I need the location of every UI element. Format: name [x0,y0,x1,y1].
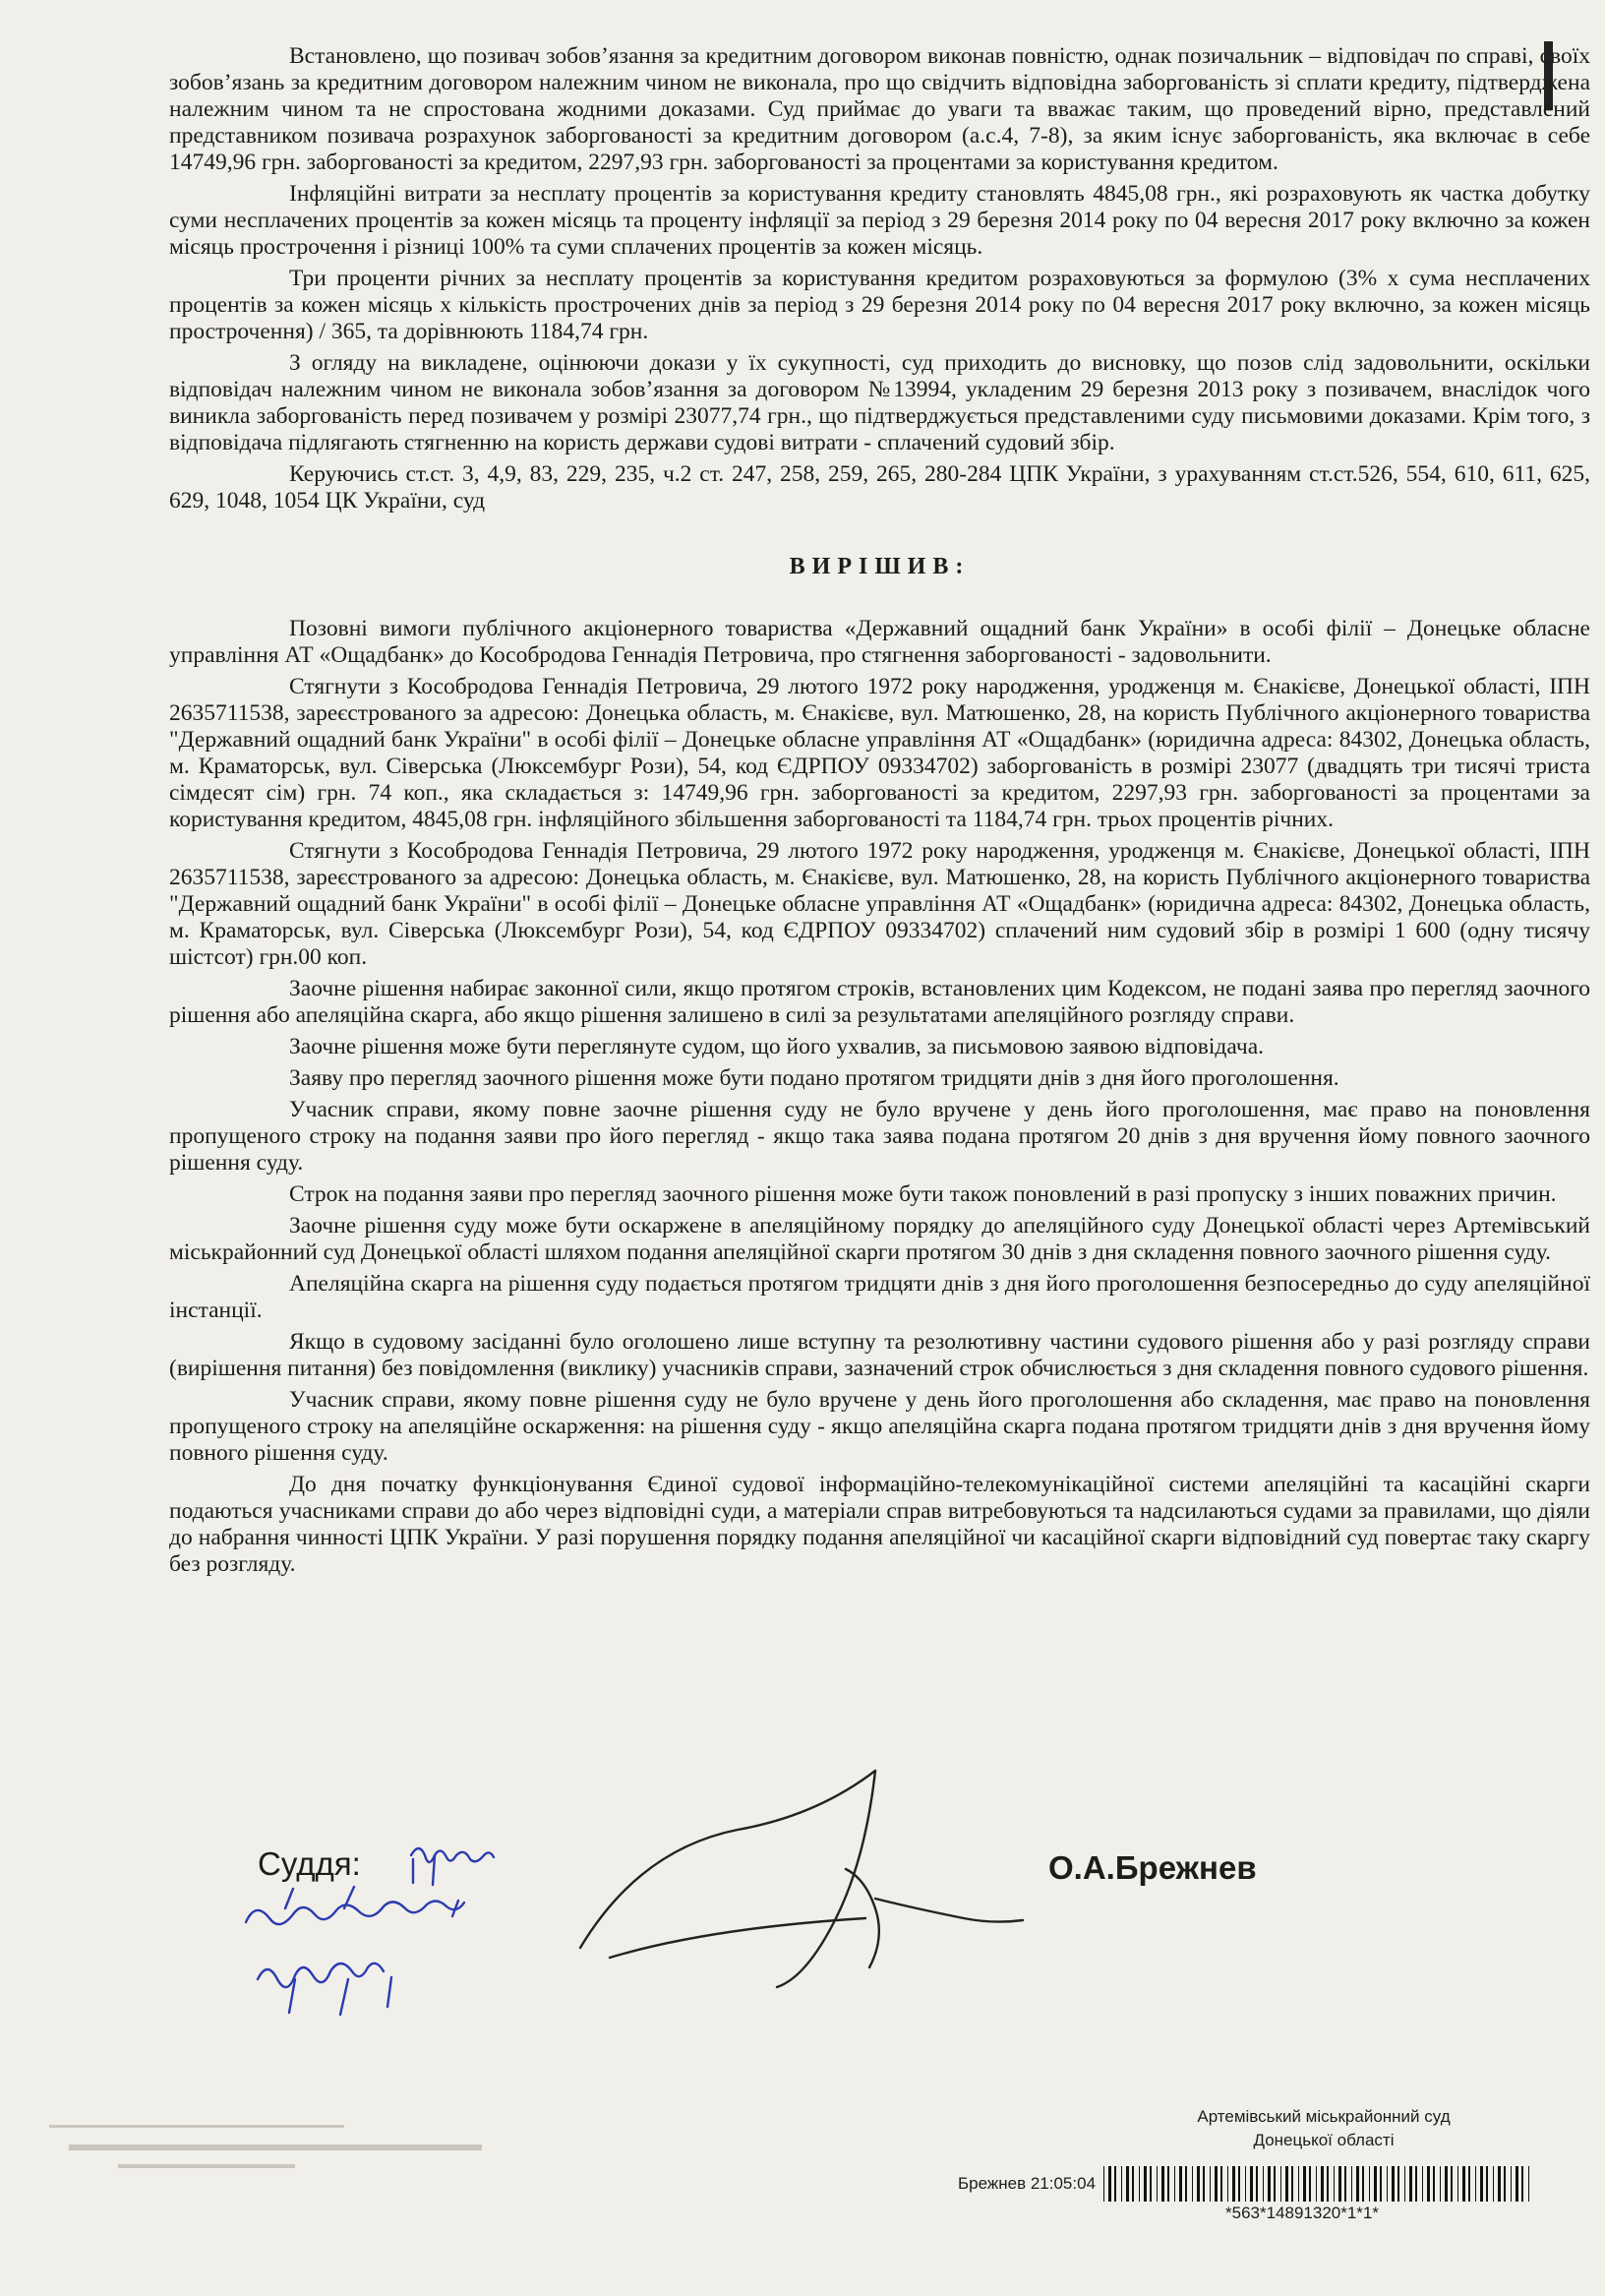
barcode-bar [1445,2166,1448,2202]
barcode-bar [1409,2166,1412,2202]
barcode-bar [1404,2166,1405,2202]
barcode-bar [1338,2166,1341,2202]
barcode-bar [1451,2166,1453,2202]
barcode-bar [1161,2166,1164,2202]
barcode-bar [1108,2166,1111,2202]
barcode-bar [1397,2166,1399,2202]
barcode-bar [1369,2166,1370,2202]
paragraph: Встановлено, що позивач зобов’язання за кредитним договором виконав повністю, однак позичальник – відповідач по справі, своїх зобов’язань за кредитним договором належним чином не виконала, про що свідчить відповідна заборгованість зі сплати кредиту, підтверджена належним чином та не спростована жодними доказами. Суд приймає до уваги та вважає таким, що проведений вірно, представлений представником позивача розрахунок заборгованості за кредитним договором (а.с.4, 7-8), за яким існує заборгованість, яка включає в себе 14749,96 грн. заборгованості за кредитом, 2297,93 грн. заборгованості за процентами за користування кредитом. [169,43,1590,175]
decision-paragraph: Заочне рішення суду може бути оскаржене в апеляційному порядку до апеляційного суду Донецької області через Артемівський міськрайонний суд Донецької області шляхом подання апеляційної скарги протягом 30 днів з дня складення повного заочного рішення суду. [169,1213,1590,1265]
barcode-bar [1274,2166,1276,2202]
paragraph: Керуючись ст.ст. 3, 4,9, 83, 229, 235, ч.2 ст. 247, 258, 259, 265, 280-284 ЦПК України, з урахуванням ст.ст.526, 554, 610, 611, 625, 629, 1048, 1054 ЦК України, суд [169,461,1590,514]
barcode-bar [1422,2166,1423,2202]
decision-paragraph: Стягнути з Кособродова Геннадія Петровича, 29 лютого 1972 року народження, уродженця м. Єнакієве, Донецької області, ІПН 2635711538, зареєстрованого за адресою: Донецька область, м. Єнакієве, вул. Матюшенко, 28, на користь Публічного акціонерного товариства "Державний ощадний банк України" в особі філії – Донецьке обласне управління АТ «Ощадбанк» (юридична адреса: 84302, Донецька область, м. Краматорськ, вул. Сіверська (Люксембург Рози), 54, код ЄДРПОУ 09334702) сплачений ним судовий збір в розмірі 1 600 (одну тисячу шістсот) грн.00 коп. [169,838,1590,970]
barcode-row [958,2166,1536,2202]
barcode-image [1103,2166,1536,2202]
judge-name: О.А.Брежнев [1048,1849,1257,1886]
barcode-bar [1380,2166,1382,2202]
barcode-bar [1220,2166,1222,2202]
barcode-code: *563*14891320*1*1* [1225,2204,1379,2222]
barcode-bar [1298,2166,1299,2202]
barcode-bar [1415,2166,1417,2202]
barcode-bar [1462,2166,1465,2202]
decision-paragraph: Строк на подання заяви про перегляд заочного рішення може бути також поновлений в разі пропуску з інших поважних причин. [289,1181,1557,1207]
barcode-bar [1498,2166,1501,2202]
barcode-bar [1203,2166,1205,2202]
barcode-bar [1468,2166,1470,2202]
barcode-bar [1238,2166,1240,2202]
barcode-bar [1227,2166,1228,2202]
paragraph: Інфляційні витрати за несплату процентів за користування кредиту становлять 4845,08 грн., які розраховують як частка добутку суми несплачених процентів за кожен місяць та проценту інфляції за період з 29 березня 2014 року по 04 вересня 2017 року включно за кожен місяць прострочення і різниці 100% та суми сплачених процентів за кожен місяць. [169,181,1590,260]
barcode-bar [1132,2166,1134,2202]
barcode-bar [1291,2166,1293,2202]
barcode-bar [1139,2166,1140,2202]
decision-paragraph: Учасник справи, якому повне рішення суду не було вручене у день його проголошення або складення, має право на поновлення пропущеного строку на апеляційне оскарження: на рішення суду - якщо апеляційна скарга подана протягом тридцяти днів з дня вручення йому повного рішення суду. [169,1387,1590,1466]
decision-paragraph: Стягнути з Кособродова Геннадія Петровича, 29 лютого 1972 року народження, уродженця м. Єнакієве, Донецької області, ІПН 2635711538, зареєстрованого за адресою: Донецька область, м. Єнакієве, вул. Матюшенко, 28, на користь Публічного акціонерного товариства "Державний ощадний банк України" в особі філії – Донецьке обласне управління АТ «Ощадбанк» (юридична адреса: 84302, Донецька область, м. Краматорськ, вул. Сіверська (Люксембург Рози), 54, код ЄДРПОУ 09334702) заборгованість в розмірі 23077 (двадцять три тисячі триста сімдесят сім) грн. 74 коп., яка складається з: 14749,96 грн. заборгованості за кредитом, 2297,93 грн. заборгованості за процентами за користування кредитом, 4845,08 грн. інфляційного збільшення заборгованості та 1184,74 грн. трьох процентів річних. [169,674,1590,832]
barcode-bar [1250,2166,1253,2202]
barcode-bar [1150,2166,1152,2202]
barcode-bar [1309,2166,1311,2202]
barcode-bar [1285,2166,1288,2202]
barcode-time: Брежнев 21:05:04 [958,2174,1097,2193]
barcode-bar [1210,2166,1211,2202]
barcode-bar [1528,2166,1529,2202]
barcode-bar [1433,2166,1435,2202]
court-name-line: Артемівський міськрайонний суд [1197,2107,1451,2126]
scan-artifact [39,2115,492,2184]
barcode-bar [1475,2166,1476,2202]
barcode-bar [1103,2166,1104,2202]
decision-paragraph: До дня початку функціонування Єдиної судової інформаційно-телекомунікаційної системи апеляційні та касаційні скарги подаються учасниками справи до або через відповідні суди, а матеріали справ витребовуються та надсилаються судами за правилами, що діяли до набрання чинності ЦПК України. У разі порушення порядку подання апеляційної чи касаційної скарги відповідний суд повертає таку скаргу без розгляду. [169,1472,1590,1577]
barcode-bar [1192,2166,1193,2202]
barcode-bar [1185,2166,1187,2202]
barcode-bar [1457,2166,1458,2202]
barcode-bar [1245,2166,1246,2202]
decision-paragraph: Заочне рішення може бути переглянуте судом, що його ухвалив, за письмовою заявою відповідача. [289,1034,1264,1059]
barcode-bar [1351,2166,1352,2202]
barcode-bar [1334,2166,1335,2202]
barcode-bar [1427,2166,1430,2202]
barcode-bar [1511,2166,1512,2202]
barcode-bar [1316,2166,1317,2202]
barcode-bar [1197,2166,1200,2202]
judge-label: Суддя: [258,1845,361,1882]
barcode-bar [1521,2166,1523,2202]
document-body [169,43,1590,1583]
barcode-bar [1344,2166,1346,2202]
barcode-bar [1232,2166,1235,2202]
barcode-bar [1480,2166,1483,2202]
decision-paragraph: Якщо в судовому засіданні було оголошено лише вступну та резолютивну частини судового рішення або у разі розгляду справи (вирішення питання) без повідомлення (виклику) учасників справи, зазначений строк обчислюється з дня складення повного судового рішення. [169,1329,1590,1381]
barcode-bar [1356,2166,1359,2202]
decision-heading: ВИРІШИВ: [789,554,971,579]
paragraph: Три проценти річних за несплату процентів за користування кредитом розраховуються за формулою (3% х сума несплачених процентів за кожен місяць х кількість прострочених днів за період з 29 березня 2014 року по 04 вересня 2017 року включно, за кожен місяць прострочення) / 365, та дорівнюють 1184,74 грн. [169,266,1590,344]
barcode-bar [1263,2166,1264,2202]
decision-paragraph: Заяву про перегляд заочного рішення може бути подано протягом тридцяти днів з дня його проголошення. [289,1065,1339,1091]
court-region-line: Донецької області [1253,2131,1395,2149]
barcode-bar [1157,2166,1158,2202]
barcode-bar [1504,2166,1506,2202]
barcode-bar [1303,2166,1306,2202]
barcode-bar [1387,2166,1388,2202]
judge-signature [551,1751,1042,2007]
barcode-bar [1374,2166,1377,2202]
barcode-bar [1126,2166,1129,2202]
paragraph: З огляду на викладене, оцінюючи докази у їх сукупності, суд приходить до висновку, що позов слід задовольнити, оскільки відповідач належним чином не виконала зобов’язання за договором №13994, укладеним 29 березня 2013 року з позивачем, внаслідок чого виникла заборгованість перед позивачем у розмірі 23077,74 грн., що підтверджується представленими суду письмовими доказами. Крім того, з відповідача підлягають стягненню на користь держави судові витрати - сплачений судовий збір. [169,350,1590,455]
barcode-bar [1256,2166,1258,2202]
decision-paragraph: Учасник справи, якому повне заочне рішення суду не було вручене у день його проголошення, має право на поновлення пропущеного строку на подання заяви про його перегляд - якщо така заява подана протягом 20 днів з дня вручення йому повного заочного рішення суду. [169,1097,1590,1176]
barcode-bar [1392,2166,1395,2202]
barcode-bar [1440,2166,1441,2202]
barcode-bar [1280,2166,1281,2202]
barcode-bar [1516,2166,1518,2202]
barcode-bar [1121,2166,1122,2202]
barcode-bar [1268,2166,1271,2202]
barcode-bar [1167,2166,1169,2202]
barcode-bar [1174,2166,1175,2202]
barcode-bar [1486,2166,1488,2202]
decision-paragraph: Апеляційна скарга на рішення суду подається протягом тридцяти днів з дня його проголошення безпосередньо до суду апеляційної інстанції. [169,1271,1590,1323]
barcode-bar [1362,2166,1364,2202]
barcode-bar [1327,2166,1329,2202]
decision-paragraph: Заочне рішення набирає законної сили, якщо протягом строків, встановлених цим Кодексом, не подані заява про перегляд заочного рішення або апеляційна скарга, або якщо рішення залишено в силі за результатами апеляційного розгляду справи. [169,976,1590,1028]
decision-paragraph: Позовні вимоги публічного акціонерного товариства «Державний ощадний банк України» в особі філії – Донецьке обласне управління АТ «Ощадбанк» до Кособродова Геннадія Петровича, про стягнення заборгованості - задовольнити. [169,616,1590,668]
barcode-bar [1114,2166,1116,2202]
barcode-bar [1321,2166,1324,2202]
barcode-bar [1179,2166,1182,2202]
barcode-bar [1144,2166,1147,2202]
barcode-bar [1493,2166,1494,2202]
court-stamp [1157,2105,1491,2152]
barcode-bar [1215,2166,1218,2202]
